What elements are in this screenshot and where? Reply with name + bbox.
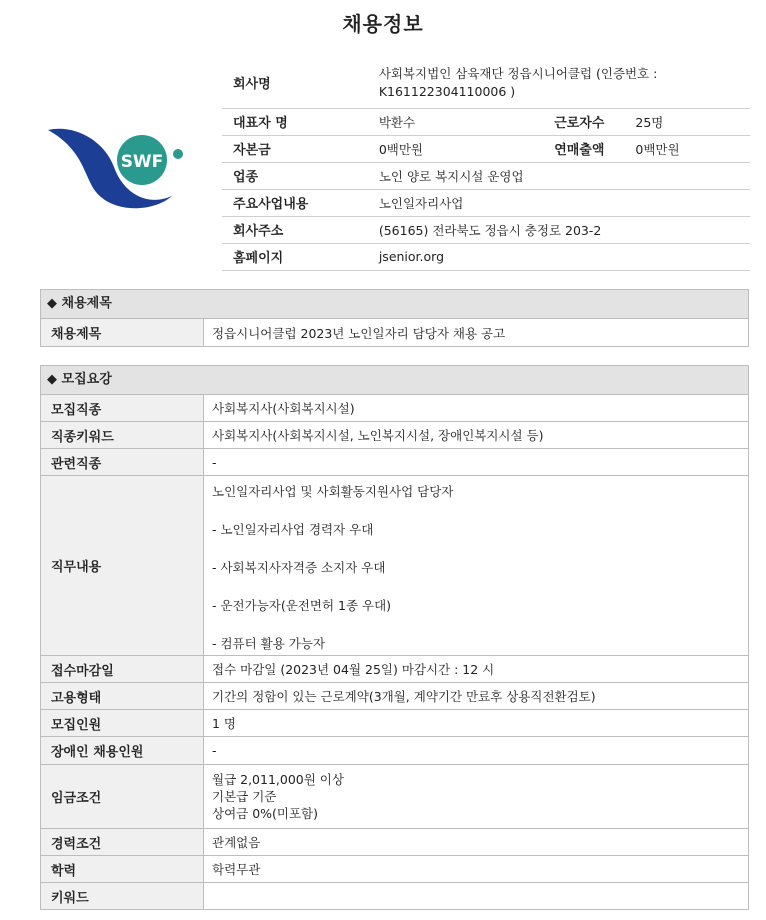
salary-line: 기본급 기준 xyxy=(212,789,277,804)
education-value: 학력무관 xyxy=(212,862,261,877)
headcount-value: 1 명 xyxy=(212,716,237,731)
company-name-label: 회사명 xyxy=(222,58,369,108)
sales-value: 0백만원 xyxy=(635,135,750,162)
capital-value: 0백만원 xyxy=(369,135,554,162)
logo-text: SWF xyxy=(120,152,164,172)
row-duty xyxy=(41,476,748,656)
deadline-value: 접수 마감일 (2023년 04월 25일) 마감시간 : 12 시 xyxy=(212,662,495,677)
company-logo xyxy=(44,122,194,212)
employees-value: 25명 xyxy=(635,108,750,135)
career-value: 관계없음 xyxy=(212,835,261,850)
row-deadline xyxy=(41,656,748,683)
related-job-label: 관련직종 xyxy=(41,449,204,475)
employment-label: 고용형태 xyxy=(41,683,204,709)
salary-line: 월급 2,011,000원 이상 xyxy=(212,772,344,787)
duty-line: - 사회복지사자격증 소지자 우대 xyxy=(212,560,386,575)
duty-label: 직무내용 xyxy=(41,476,204,655)
row-career xyxy=(41,829,748,856)
related-job-value: - xyxy=(212,454,217,470)
row-job-keyword xyxy=(41,422,748,449)
job-type-value: 사회복지사(사회복지시설) xyxy=(212,401,355,416)
row-related-job xyxy=(41,449,748,476)
duty-line: - 운전가능자(운전면허 1종 우대) xyxy=(212,598,392,613)
employment-value: 기간의 정함이 있는 근로계약(3개월, 계약기간 만료후 상용직전환검토) xyxy=(212,689,596,704)
industry-value: 노인 양로 복지시설 운영업 xyxy=(369,162,750,189)
recruit-title-section xyxy=(40,289,749,347)
salary-value xyxy=(204,765,748,828)
job-keyword-label: 직종키워드 xyxy=(41,422,204,448)
row-salary xyxy=(41,765,748,829)
requirements-section xyxy=(40,365,749,910)
keyword-label: 키워드 xyxy=(41,883,204,909)
job-keyword-value: 사회복지사(사회복지시설, 노인복지시설, 장애인복지시설 등) xyxy=(212,428,544,443)
recruit-title-label: 채용제목 xyxy=(41,319,204,346)
row-disabled xyxy=(41,737,748,765)
ceo-label: 대표자 명 xyxy=(222,108,369,135)
company-row-business xyxy=(222,189,750,216)
education-label: 학력 xyxy=(41,856,204,882)
row-employment xyxy=(41,683,748,710)
industry-label: 업종 xyxy=(222,162,369,189)
job-type-label: 모집직종 xyxy=(41,395,204,421)
recruit-title-header: ◆ 채용제목 xyxy=(41,290,748,319)
company-row-name xyxy=(222,58,750,108)
employees-label: 근로자수 xyxy=(554,108,635,135)
row-headcount xyxy=(41,710,748,737)
duty-line: 노인일자리사업 및 사회활동지원사업 담당자 xyxy=(212,484,454,499)
row-job-type xyxy=(41,395,748,422)
address-value: (56165) 전라북도 정읍시 충정로 203-2 xyxy=(369,216,750,243)
duty-line: - 컴퓨터 활용 가능자 xyxy=(212,636,326,651)
ceo-value: 박환수 xyxy=(369,108,554,135)
business-label: 주요사업내용 xyxy=(222,189,369,216)
homepage-label: 홈페이지 xyxy=(222,243,369,270)
duty-line: - 노인일자리사업 경력자 우대 xyxy=(212,522,374,537)
deadline-label: 접수마감일 xyxy=(41,656,204,682)
career-label: 경력조건 xyxy=(41,829,204,855)
capital-label: 자본금 xyxy=(222,135,369,162)
company-row-homepage xyxy=(222,243,750,270)
salary-label: 임금조건 xyxy=(41,765,204,828)
sales-label: 연매출액 xyxy=(554,135,635,162)
business-value: 노인일자리사업 xyxy=(369,189,750,216)
company-row-ceo xyxy=(222,108,750,135)
recruit-title-row xyxy=(41,319,748,347)
page-title: 채용정보 xyxy=(342,12,424,36)
salary-line: 상여금 0%(미포함) xyxy=(212,806,319,821)
homepage-link[interactable]: jsenior.org xyxy=(369,243,750,270)
company-name-value: 사회복지법인 삼육재단 정읍시니어클럽 (인증번호 : K161122304110006 ) xyxy=(369,58,750,108)
keyword-value xyxy=(204,883,748,909)
row-education xyxy=(41,856,748,883)
recruit-title-value: 정읍시니어클럽 2023년 노인일자리 담당자 채용 공고 xyxy=(212,325,506,341)
logo-dot-icon xyxy=(173,149,183,159)
headcount-label: 모집인원 xyxy=(41,710,204,736)
address-label: 회사주소 xyxy=(222,216,369,243)
row-keyword xyxy=(41,883,748,910)
disabled-value: - xyxy=(212,743,217,758)
company-row-capital xyxy=(222,135,750,162)
company-info-table xyxy=(222,58,750,271)
disabled-label: 장애인 채용인원 xyxy=(41,737,204,764)
requirements-header: ◆ 모집요강 xyxy=(41,366,748,395)
duty-value xyxy=(204,476,748,655)
company-row-address xyxy=(222,216,750,243)
company-row-industry xyxy=(222,162,750,189)
